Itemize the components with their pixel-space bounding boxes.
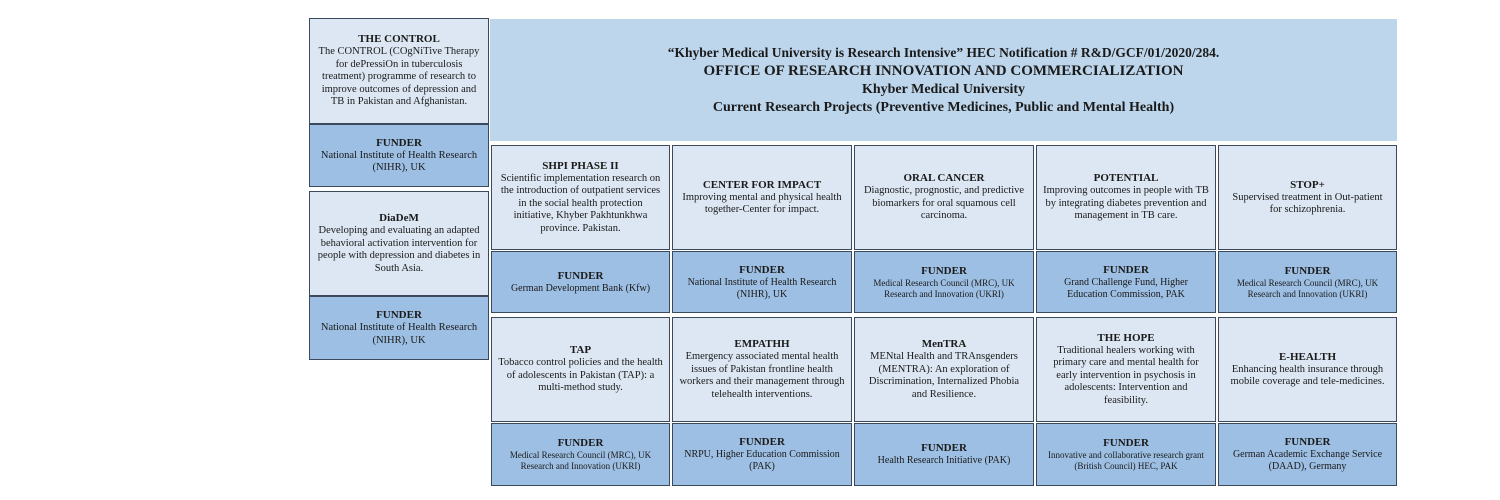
project-card-stop-plus bbox=[1218, 145, 1397, 250]
funder-card-stop-plus bbox=[1218, 251, 1397, 313]
header-banner bbox=[490, 19, 1397, 141]
funder-label: FUNDER bbox=[376, 136, 422, 149]
funder-name: National Institute of Health Research (NIHR), UK bbox=[687, 276, 837, 300]
funder-name: German Academic Exchange Service (DAAD), Germany bbox=[1232, 449, 1383, 472]
funder-label: FUNDER bbox=[557, 437, 604, 449]
project-title: MenTRA bbox=[921, 338, 967, 350]
project-description: Traditional healers working with primary care and mental health for early intervention in psychosis in adolescents: Intervention and feasibility. bbox=[1053, 344, 1199, 406]
project-title: POTENTIAL bbox=[1093, 172, 1159, 185]
funder-card-empathh bbox=[672, 423, 852, 486]
funder-label: FUNDER bbox=[1284, 436, 1331, 448]
project-card-tap bbox=[491, 317, 670, 422]
project-card-center-for-impact bbox=[672, 145, 852, 250]
project-title: ORAL CANCER bbox=[903, 172, 985, 185]
funder-card-shpi-phase-ii bbox=[491, 251, 670, 313]
funder-label: FUNDER bbox=[1103, 437, 1149, 449]
project-description: Scientific implementation research on the introduction of outpatient services in the social health protection initiative, Khyber Pakhtunkhwa province. Pakistan. bbox=[500, 172, 661, 234]
funder-card-mentra bbox=[854, 423, 1034, 486]
project-card-potential bbox=[1036, 145, 1216, 250]
project-description: Diagnostic, prognostic, and predictive biomarkers for oral squamous cell carcinoma. bbox=[863, 185, 1025, 222]
office-title: OFFICE OF RESEARCH INNOVATION AND COMMERCIALIZATION bbox=[703, 63, 1184, 79]
project-title: E-HEALTH bbox=[1278, 350, 1337, 363]
project-card-diadem bbox=[309, 191, 489, 296]
project-description: The CONTROL (COgNiTive Therapy for dePressiOn in tuberculosis treatment) programme of research to improve outcomes of depression and TB in Pakistan and Afghanistan. bbox=[318, 46, 480, 108]
hec-notification: “Khyber Medical University is Research Intensive” HEC Notification # R&D/GCF/01/2020/284. bbox=[667, 45, 1220, 60]
page-title: Current Research Projects (Preventive Medicines, Public and Mental Health) bbox=[712, 100, 1175, 115]
project-title: DiaDeM bbox=[379, 212, 419, 224]
project-title: THE HOPE bbox=[1097, 331, 1155, 344]
funder-card-diadem bbox=[309, 296, 489, 360]
funder-card-potential bbox=[1036, 251, 1216, 313]
project-title: CENTER FOR IMPACT bbox=[702, 178, 822, 191]
funder-label: FUNDER bbox=[921, 264, 967, 277]
project-description: Improving outcomes in people with TB by integrating diabetes prevention and management in TB care. bbox=[1043, 185, 1209, 222]
funder-name: Innovative and collaborative research grant (British Council) HEC, PAK bbox=[1048, 450, 1204, 471]
funder-label: FUNDER bbox=[739, 436, 785, 448]
funder-label: FUNDER bbox=[921, 442, 967, 454]
project-description: MENtal Health and TRAnsgenders (MENTRA): An exploration of Discrimination, Internalized Phobia and Resilience. bbox=[868, 351, 1020, 400]
project-card-shpi-phase-ii bbox=[491, 145, 670, 250]
project-title: EMPATHH bbox=[734, 338, 790, 350]
funder-card-tap bbox=[491, 423, 670, 486]
project-title: SHPI PHASE II bbox=[542, 159, 619, 172]
project-title: STOP+ bbox=[1290, 178, 1325, 191]
project-title: TAP bbox=[569, 344, 592, 357]
project-description: Enhancing health insurance through mobile coverage and tele-medicines. bbox=[1230, 363, 1385, 387]
project-card-mentra bbox=[854, 317, 1034, 422]
funder-name: Medical Research Council (MRC), UK Research and Innovation (UKRI) bbox=[1236, 277, 1379, 299]
project-description: Emergency associated mental health issues of Pakistan frontline health workers and their management through telehealth interventions. bbox=[679, 351, 845, 400]
funder-name: National Institute of Health Research (NIHR), UK bbox=[320, 149, 478, 173]
funder-label: FUNDER bbox=[557, 269, 604, 282]
funder-card-oral-cancer bbox=[854, 251, 1034, 313]
project-description: Developing and evaluating an adapted behavioral activation intervention for people with depression and diabetes in South Asia. bbox=[317, 225, 481, 274]
project-card-oral-cancer bbox=[854, 145, 1034, 250]
project-card-e-health bbox=[1218, 317, 1397, 422]
funder-card-the-hope bbox=[1036, 423, 1216, 486]
funder-label: FUNDER bbox=[376, 309, 422, 321]
project-title: THE CONTROL bbox=[358, 33, 440, 46]
project-card-empathh bbox=[672, 317, 852, 422]
funder-label: FUNDER bbox=[1284, 264, 1331, 277]
funder-card-e-health bbox=[1218, 423, 1397, 486]
project-description: Supervised treatment in Out-patient for schizophrenia. bbox=[1232, 191, 1383, 215]
university-name: Khyber Medical University bbox=[861, 82, 1026, 97]
funder-name: Medical Research Council (MRC), UK Research and Innovation (UKRI) bbox=[509, 450, 652, 471]
funder-label: FUNDER bbox=[739, 263, 785, 276]
funder-name: German Development Bank (Kfw) bbox=[510, 282, 651, 294]
funder-card-center-for-impact bbox=[672, 251, 852, 313]
funder-name: Medical Research Council (MRC), UK Research and Innovation (UKRI) bbox=[873, 277, 1015, 299]
project-card-the-hope bbox=[1036, 317, 1216, 422]
project-description: Tobacco control policies and the health of adolescents in Pakistan (TAP): a multi-method study. bbox=[498, 357, 663, 394]
funder-label: FUNDER bbox=[1103, 263, 1149, 276]
project-description: Improving mental and physical health together-Center for impact. bbox=[682, 191, 842, 215]
funder-name: NRPU, Higher Education Commission (PAK) bbox=[684, 449, 840, 472]
funder-name: Health Research Initiative (PAK) bbox=[877, 455, 1011, 466]
project-card-the-control bbox=[309, 18, 489, 124]
funder-name: Grand Challenge Fund, Higher Education Commission, PAK bbox=[1064, 276, 1188, 300]
funder-card-the-control bbox=[309, 124, 489, 187]
funder-name: National Institute of Health Research (NIHR), UK bbox=[320, 322, 478, 346]
